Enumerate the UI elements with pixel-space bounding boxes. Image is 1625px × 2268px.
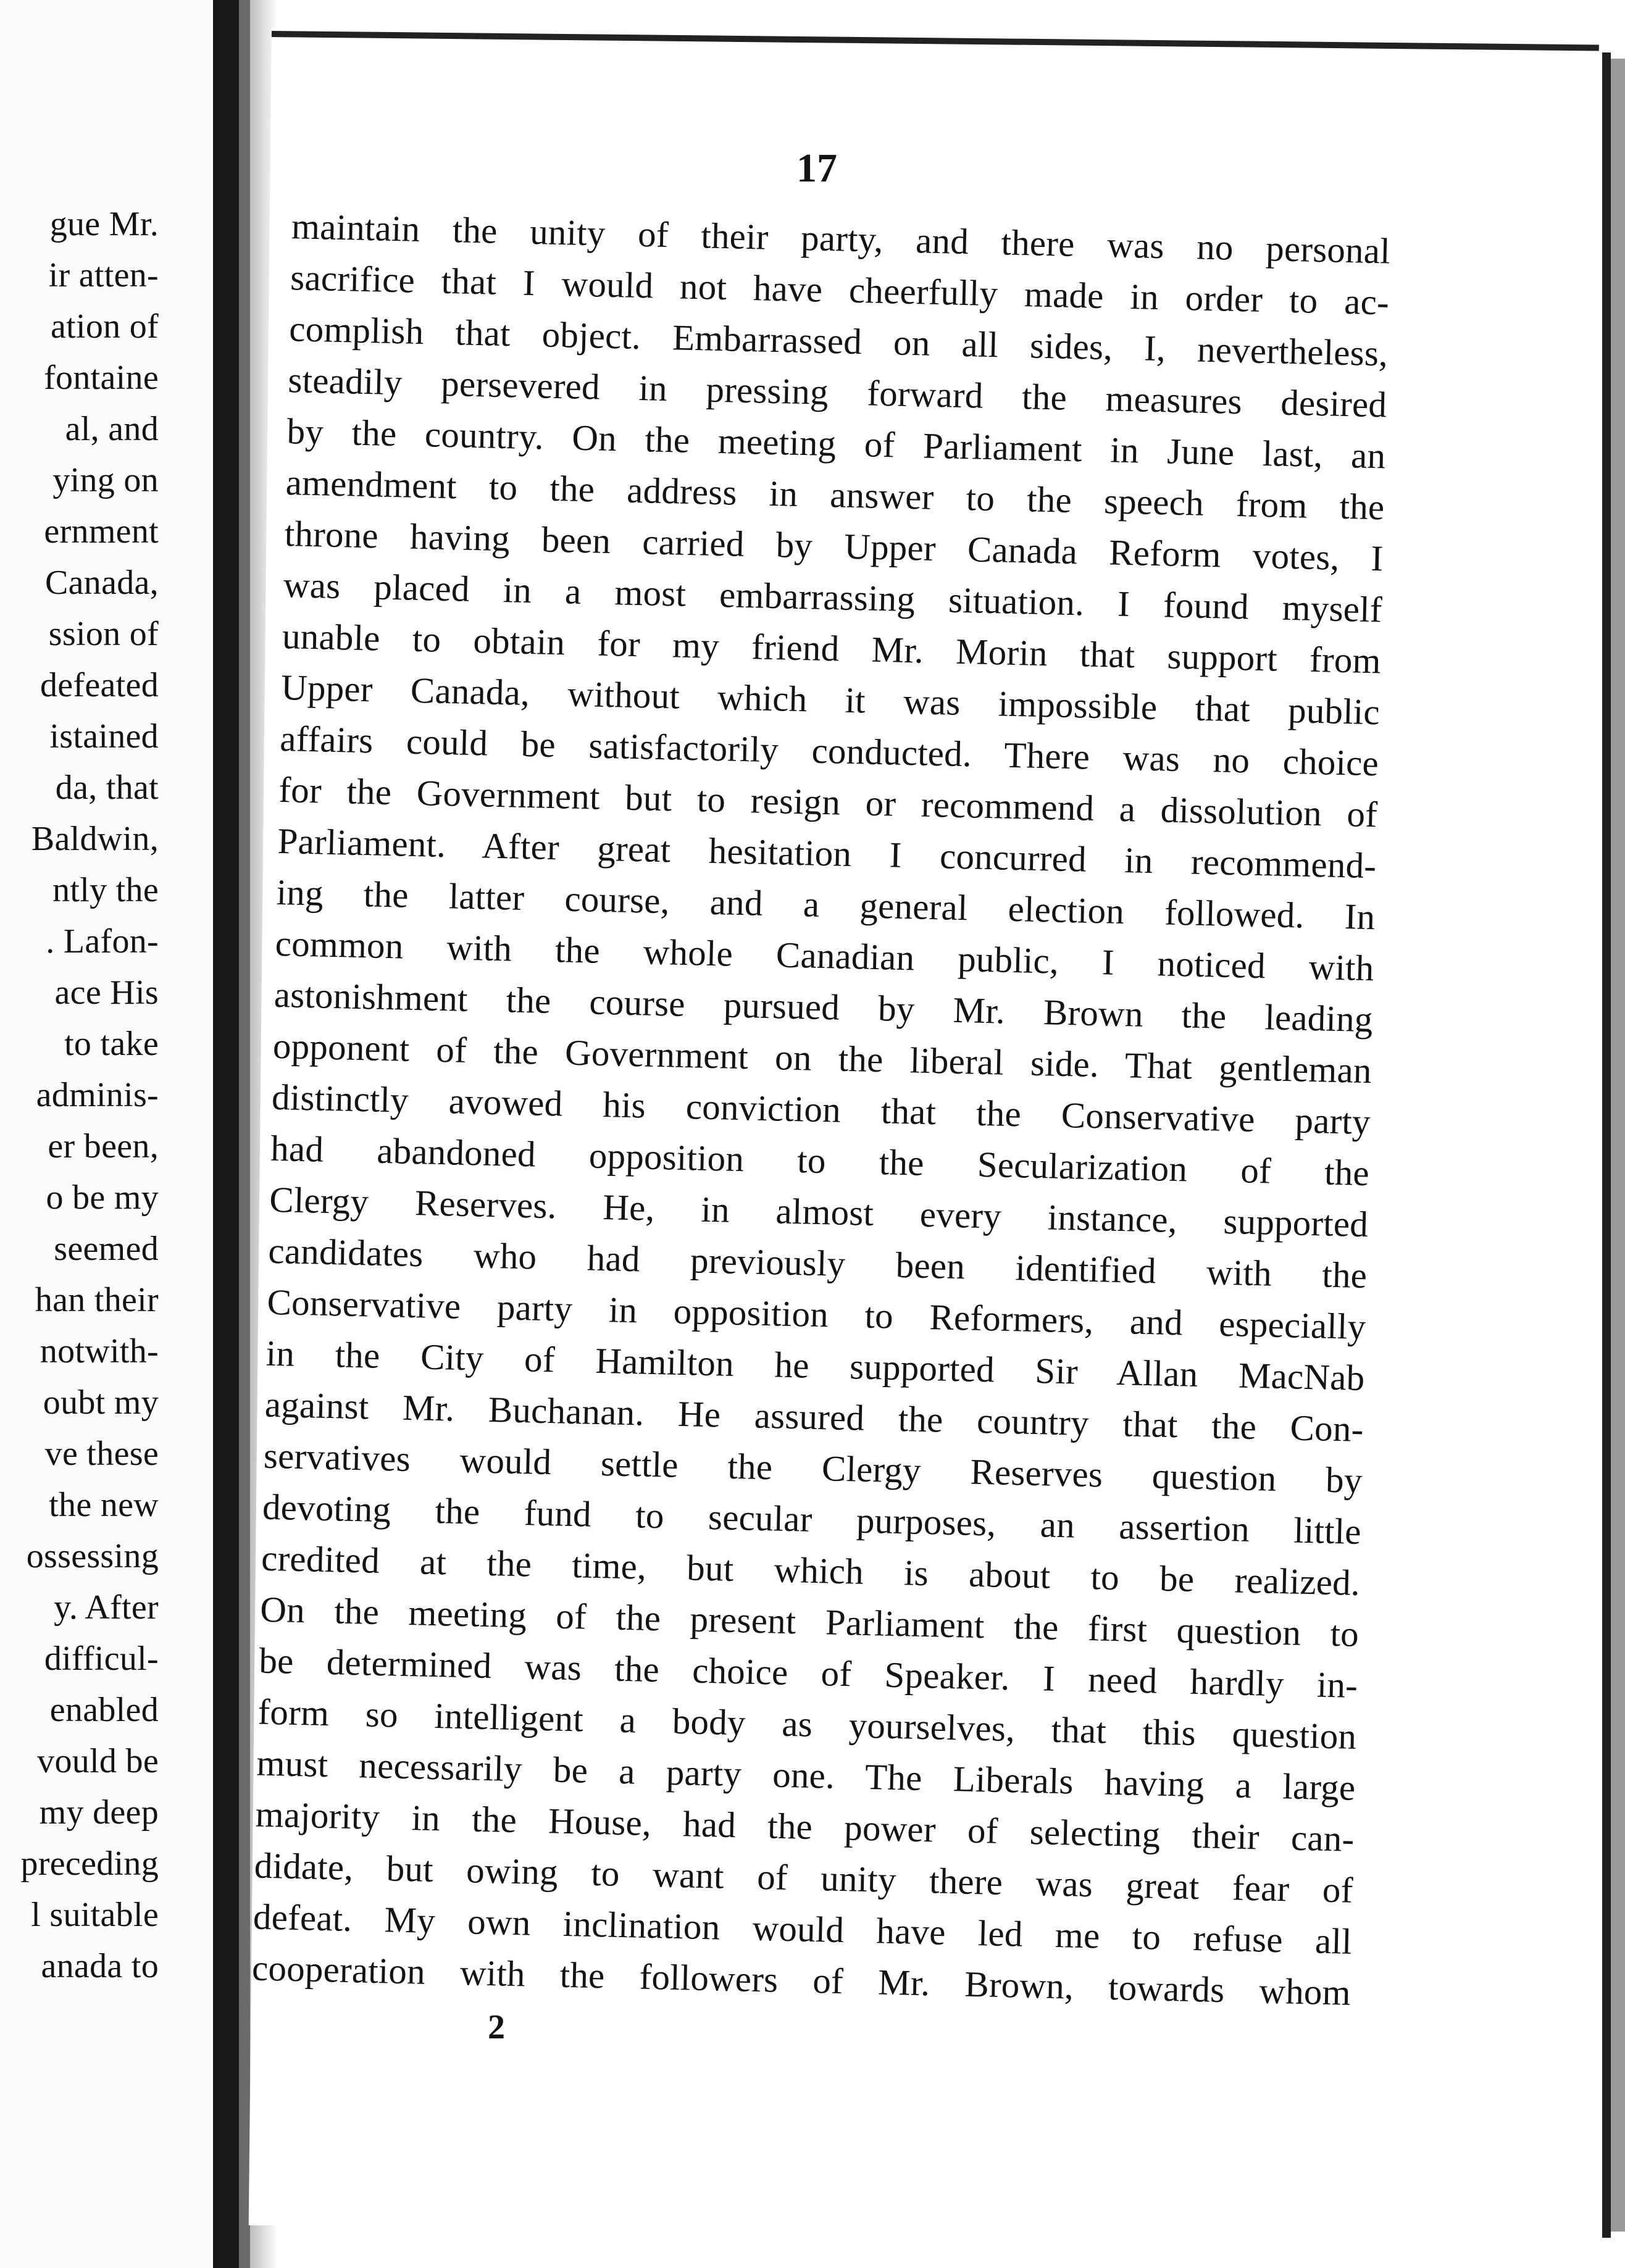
text-line: against Mr. Buchanan. He assured the country that the Con- <box>264 1383 1364 1450</box>
left-page-line: ace His <box>54 973 159 1012</box>
text-line: affairs could be satisfactorily conducted. There was no choice <box>279 717 1379 784</box>
text-line: opponent of the Government on the liberal side. That gentleman <box>272 1025 1372 1091</box>
left-page-line: my deep <box>39 1793 159 1832</box>
left-page-text <box>21 199 159 1992</box>
left-page-line: Canada, <box>44 564 159 602</box>
left-page-line: ossessing <box>26 1537 159 1575</box>
text-line: didate, but owing to want of unity there was great fear of <box>254 1845 1354 1911</box>
book-gutter-shadow <box>213 0 239 2268</box>
body-text <box>251 201 1390 2019</box>
text-line: ing the latter course, and a general election followed. In <box>276 871 1376 938</box>
text-line: was placed in a most embarrassing situation. I found myself <box>283 564 1383 630</box>
left-page-line: ve these <box>44 1435 159 1473</box>
text-line: devoting the fund to secular purposes, an assertion little <box>262 1486 1362 1553</box>
text-line: defeat. My own inclination would have led me to refuse all <box>253 1896 1353 1962</box>
left-page-line: preceding <box>20 1845 159 1883</box>
left-page-line: vould be <box>37 1742 159 1780</box>
text-line: sacrifice that I would not have cheerfully made in order to ac- <box>290 257 1390 323</box>
left-page-line: adminis- <box>36 1076 159 1114</box>
text-line: distinctly avowed his conviction that the Conservative party <box>271 1076 1371 1143</box>
left-page-line: oubt my <box>43 1383 159 1422</box>
left-page-line: han their <box>35 1281 159 1319</box>
left-page-line: o be my <box>46 1178 159 1217</box>
text-line: servatives would settle the Clergy Reserves question by <box>263 1435 1363 1501</box>
left-page-line: seemed <box>54 1230 159 1268</box>
text-line: by the country. On the meeting of Parliament in June last, an <box>286 411 1387 477</box>
left-page-line: istained <box>49 717 159 756</box>
left-page-line: da, that <box>55 769 159 807</box>
text-line: steadily persevered in pressing forward the measures desired <box>287 359 1387 425</box>
left-facing-page <box>0 0 213 2268</box>
text-line: astonishment the course pursued by Mr. Brown the leading <box>274 973 1374 1040</box>
text-line: Upper Canada, without which it was impossible that public <box>280 666 1381 733</box>
left-page-line: fontaine <box>44 359 159 397</box>
text-line: throne having been carried by Upper Canada Reform votes, I <box>284 513 1384 579</box>
left-page-line: the new <box>49 1486 159 1524</box>
left-page-line: ntly the <box>52 871 159 909</box>
page-right-edge <box>1602 52 1611 2238</box>
text-line: for the Government but to resign or recommend a dissolution of <box>278 769 1378 835</box>
left-page-line: notwith- <box>40 1332 159 1370</box>
left-page-line: to take <box>64 1025 159 1063</box>
left-page-line: ir atten- <box>48 256 159 294</box>
page-right-shadow <box>1611 59 1625 2232</box>
text-line: must necessarily be a party one. The Liberals having a large <box>256 1742 1356 1808</box>
text-line: unable to obtain for my friend Mr. Morin that support from <box>282 615 1382 682</box>
left-page-line: ernment <box>44 512 159 551</box>
left-page-line: ying on <box>52 461 159 499</box>
text-line: be determined was the choice of Speaker. I need hardly in- <box>258 1640 1358 1706</box>
text-line: Conservative party in opposition to Reformers, and especially <box>266 1281 1366 1348</box>
text-line: credited at the time, but which is about to be realized. <box>261 1537 1361 1603</box>
left-page-line: defeated <box>40 666 159 704</box>
text-line: form so intelligent a body as yourselves, that this question <box>257 1691 1357 1757</box>
text-line: Clergy Reserves. He, in almost every instance, supported <box>269 1178 1369 1245</box>
page-number: 17 <box>796 146 837 191</box>
left-page-line: difficul- <box>44 1640 159 1678</box>
left-page-line: Baldwin, <box>31 820 159 858</box>
left-page-line: . Lafon- <box>46 922 159 961</box>
left-page-line: al, and <box>65 410 159 448</box>
text-line: amendment to the address in answer to the speech from the <box>285 462 1385 528</box>
signature-mark: 2 <box>488 2008 505 2046</box>
left-page-line: anada to <box>41 1947 159 1985</box>
book-gutter-edge <box>239 0 250 2268</box>
left-page-line: ation of <box>50 307 159 346</box>
text-line: On the meeting of the present Parliament the first question to <box>259 1588 1360 1654</box>
text-line: complish that object. Embarrassed on all sides, I, nevertheless, <box>288 308 1389 374</box>
left-page-line: er been, <box>48 1127 159 1165</box>
left-page-line: enabled <box>49 1691 159 1729</box>
text-line: Parliament. After great hesitation I concurred in recommend- <box>277 820 1377 886</box>
left-page-line: ssion of <box>48 615 159 653</box>
text-line: maintain the unity of their party, and there was no personal <box>291 206 1391 272</box>
text-line: candidates who had previously been identified with the <box>267 1230 1368 1296</box>
text-line: in the City of Hamilton he supported Sir Allan MacNab <box>265 1332 1366 1399</box>
left-page-line: y. After <box>54 1588 159 1627</box>
text-line: cooperation with the followers of Mr. Brown, towards whom <box>251 1947 1351 2013</box>
text-line: had abandoned opposition to the Secularization of the <box>270 1127 1370 1194</box>
text-line: majority in the House, had the power of selecting their can- <box>255 1793 1355 1859</box>
text-line: common with the whole Canadian public, I noticed with <box>275 922 1375 989</box>
left-page-line: l suitable <box>31 1896 159 1934</box>
left-page-line: gue Mr. <box>49 205 159 243</box>
